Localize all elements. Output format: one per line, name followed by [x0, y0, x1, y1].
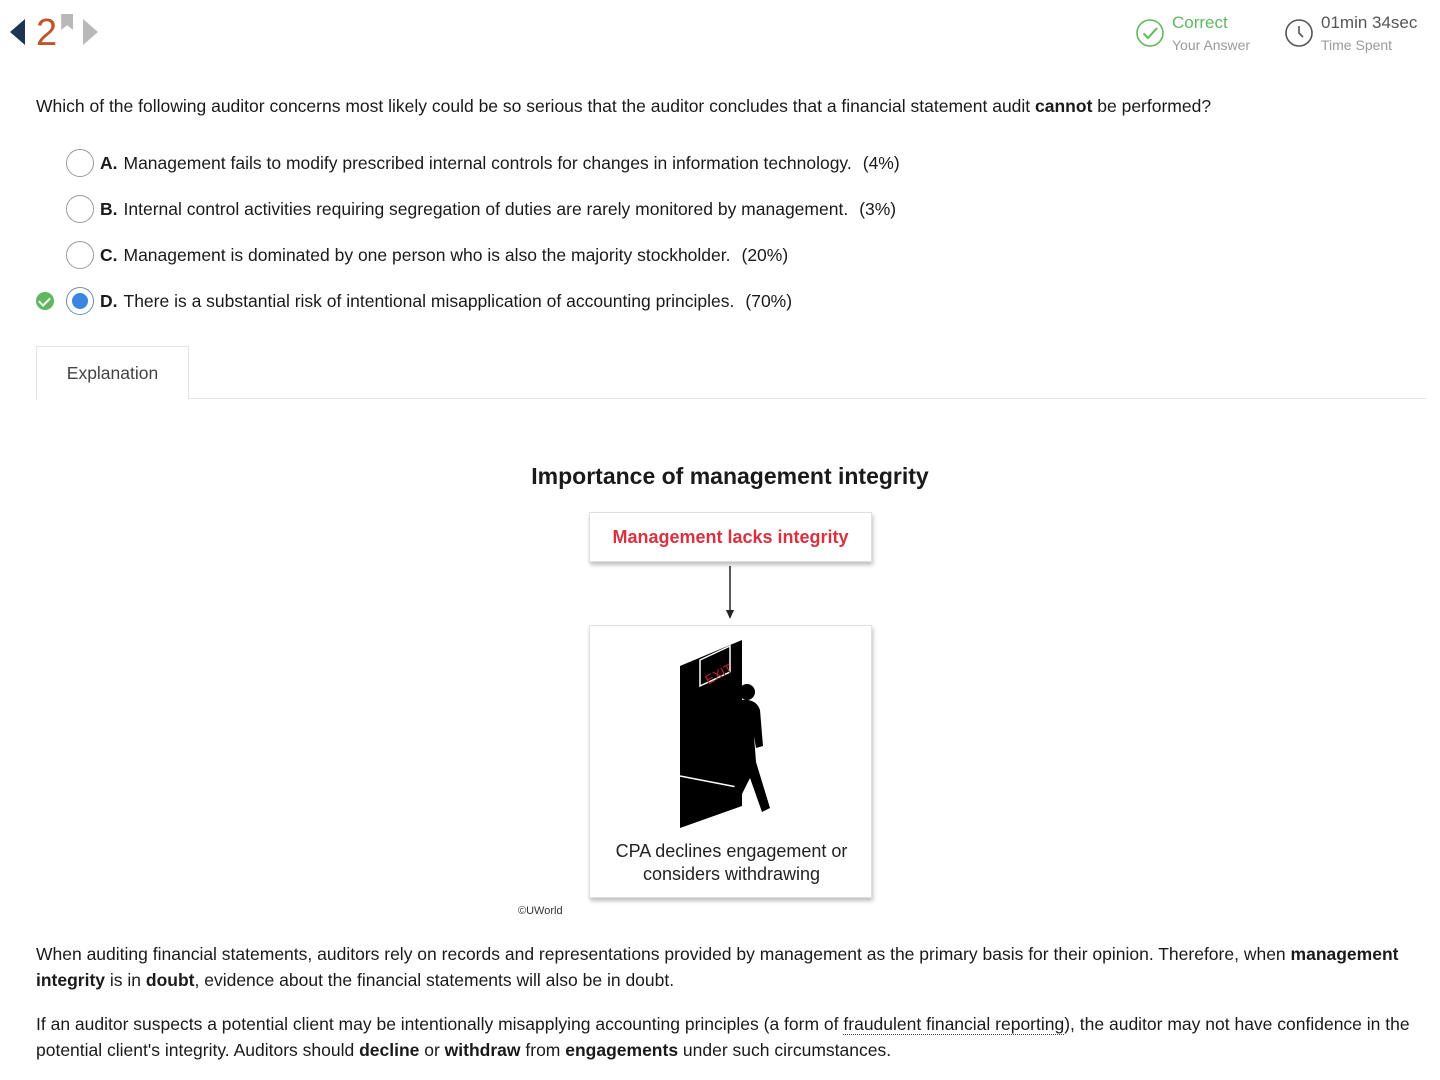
text-span: is in	[105, 970, 146, 990]
top-bar	[0, 0, 1440, 70]
exit-door-person-icon	[670, 636, 790, 831]
down-arrow-icon	[720, 562, 740, 622]
clock-icon	[1284, 18, 1314, 48]
option-percent: (20%)	[741, 244, 789, 265]
option-letter: C.	[100, 244, 118, 265]
question-text-end: be performed?	[1092, 96, 1212, 116]
chevron-left-icon	[10, 19, 25, 45]
bold-span: decline	[359, 1040, 420, 1060]
status-sublabel: Your Answer	[1172, 37, 1251, 53]
option-percent: (3%)	[859, 198, 897, 219]
check-circle-icon	[1135, 18, 1165, 48]
figure-top-box: Management lacks integrity	[589, 512, 872, 562]
text-span: or	[419, 1040, 445, 1060]
text-span: from	[520, 1040, 566, 1060]
bold-span: management integrity	[36, 944, 1399, 990]
radio-button-selected[interactable]	[66, 287, 94, 315]
question-number: 2	[36, 12, 58, 54]
option-a[interactable]	[36, 140, 1426, 186]
correct-check-icon	[36, 292, 54, 310]
next-question-button[interactable]	[83, 14, 101, 50]
option-c[interactable]	[36, 232, 1426, 278]
question-navigation	[10, 14, 101, 52]
chevron-right-icon	[83, 19, 98, 45]
bookmark-flag-icon[interactable]	[61, 14, 73, 30]
explanation-paragraph-2	[36, 1011, 1426, 1063]
option-text: Management is dominated by one person who is also the majority stockholder.	[123, 244, 731, 265]
bold-span: withdraw	[444, 1040, 521, 1060]
option-text: There is a substantial risk of intentional misapplication of accounting principles.	[123, 290, 735, 311]
time-spent	[1284, 12, 1417, 56]
option-percent: (4%)	[862, 152, 900, 173]
figure-title: Importance of management integrity	[531, 463, 929, 489]
text-span: ), the auditor may not have confidence in the potential client's integrity. Auditors should	[36, 1014, 1410, 1060]
copyright-label: ©UWorld	[518, 905, 563, 917]
radio-button[interactable]	[66, 149, 94, 177]
caption-line-2: considers withdrawing	[642, 864, 821, 884]
time-label: Time Spent	[1321, 37, 1393, 53]
tab-bar	[36, 346, 1426, 399]
bold-span: doubt	[145, 970, 195, 990]
figure-caption	[590, 840, 873, 886]
question-stem	[36, 94, 1426, 118]
option-text: Internal control activities requiring segregation of duties are rarely monitored by management.	[123, 198, 849, 219]
caption-line-1: CPA declines engagement or	[615, 841, 848, 861]
option-letter: B.	[100, 198, 118, 219]
tab-explanation[interactable]: Explanation	[36, 346, 189, 400]
answer-status	[1135, 12, 1250, 56]
text-span: If an auditor suspects a potential client may be intentionally misapplying accounting principles (a form of	[36, 1014, 844, 1034]
question-text: Which of the following auditor concerns most likely could be so serious that the auditor concludes that a financial statement audit	[36, 96, 1036, 116]
explanation-paragraph-1	[36, 941, 1426, 993]
bold-span: engagements	[565, 1040, 679, 1060]
text-span: , evidence about the financial statements will also be in doubt.	[194, 970, 675, 990]
text-span: under such circumstances.	[678, 1040, 892, 1060]
question-emphasis: cannot	[1035, 96, 1093, 116]
option-text: Management fails to modify prescribed internal controls for changes in information technology.	[123, 152, 852, 173]
option-letter: D.	[100, 290, 118, 311]
previous-question-button[interactable]	[10, 14, 28, 50]
glossary-link-fraudulent-financial-reporting[interactable]: fraudulent financial reporting	[843, 1014, 1065, 1034]
exit-sign-label: EXIT	[702, 660, 736, 688]
option-percent: (70%)	[745, 290, 793, 311]
option-letter: A.	[100, 152, 118, 173]
status-label: Correct	[1172, 13, 1228, 32]
radio-button[interactable]	[66, 195, 94, 223]
text-span: When auditing financial statements, auditors rely on records and representations provided by management as the primary basis for their opinion. Therefore, when	[36, 944, 1291, 964]
radio-button[interactable]	[66, 241, 94, 269]
figure-bottom-box	[589, 625, 872, 898]
time-value: 01min 34sec	[1321, 13, 1418, 32]
answer-options	[36, 140, 1426, 324]
option-d[interactable]	[36, 278, 1426, 324]
option-b[interactable]	[36, 186, 1426, 232]
